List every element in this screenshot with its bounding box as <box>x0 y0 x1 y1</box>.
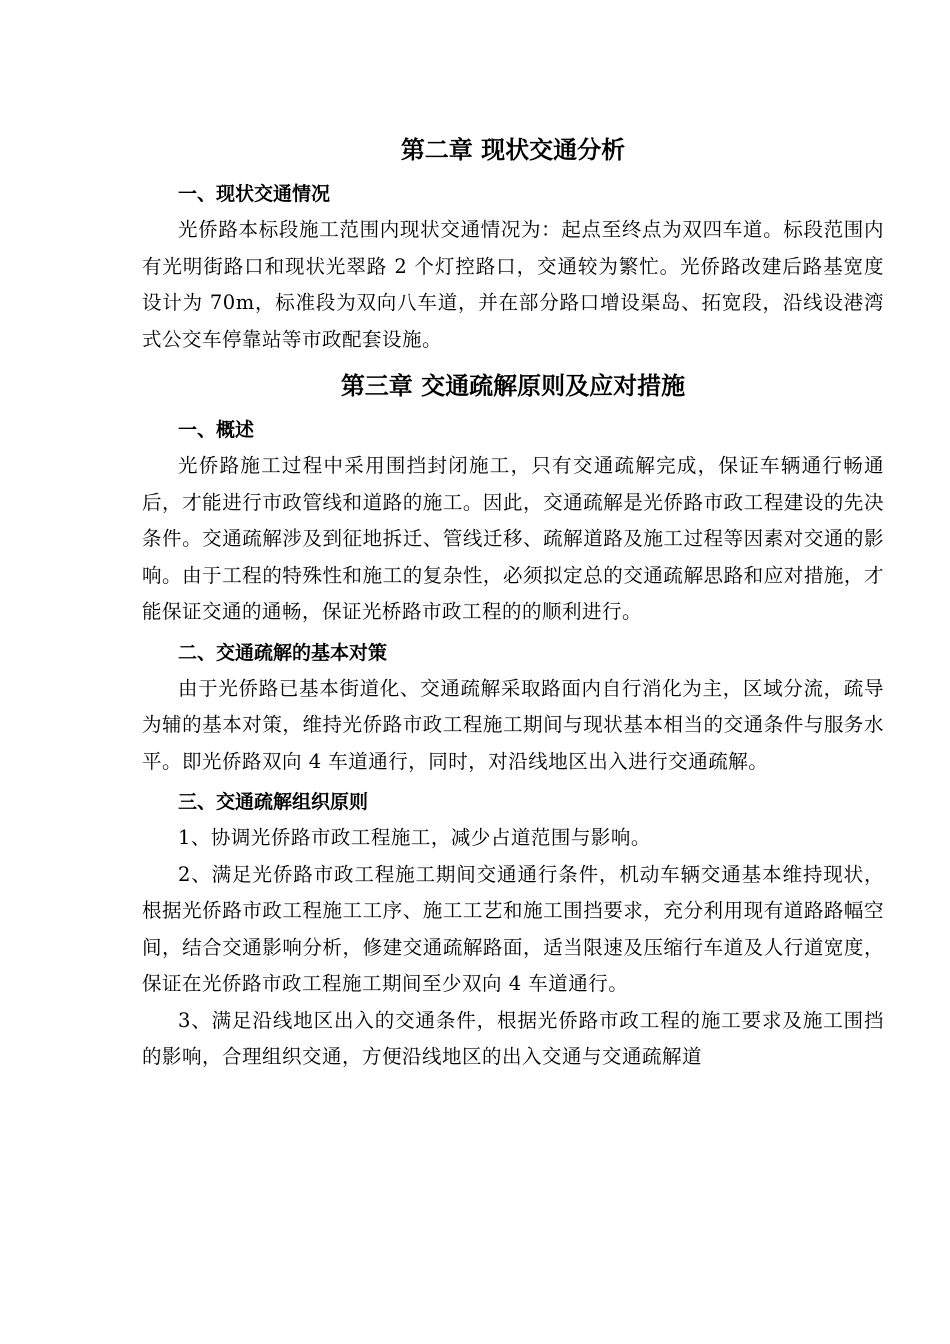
chapter-2-title: 第二章 现状交通分析 <box>400 136 626 164</box>
section-heading-basic-strategy: 二、交通疏解的基本对策 <box>178 641 388 664</box>
paragraph-overview: 光侨路施工过程中采用围挡封闭施工，只有交通疏解完成，保证车辆通行畅通后，才能进行市政管线和道路的施工。因此，交通疏解是光侨路市政工程建设的先决条件。交通疏解涉及到征地拆迁、管线迁移、疏解道路及施工过程等因素对交通的影响。由于工程的特殊性和施工的复杂性，必须拟定总的交通疏解思路和应对措施，才能保证交通的通畅，保证光桥路市政工程的的顺利进行。 <box>142 454 884 623</box>
principle-item-2: 2、满足光侨路市政工程施工期间交通通行条件，机动车辆交通基本维持现状，根据光侨路市政工程施工工序、施工工艺和施工围挡要求，充分利用现有道路路幅空间，结合交通影响分析，修建交通疏解路面，适当限速及压缩行车道及人行道宽度，保证在光侨路市政工程施工期间至少双向 4 车道通行。 <box>142 862 884 995</box>
document-page <box>142 128 884 1076</box>
section-heading-organization-principles: 三、交通疏解组织原则 <box>178 791 369 813</box>
section-heading-current-traffic: 一、现状交通情况 <box>178 183 331 205</box>
section-heading-overview: 一、概述 <box>178 419 255 441</box>
principle-item-1: 1、协调光侨路市政工程施工，减少占道范围与影响。 <box>178 826 651 849</box>
chapter-3-title: 第三章 交通疏解原则及应对措施 <box>340 372 686 400</box>
paragraph-basic-strategy: 由于光侨路已基本街道化、交通疏解采取路面内自行消化为主，区域分流，疏导为辅的基本对策，维持光侨路市政工程施工期间与现状基本相当的交通条件与服务水平。即光侨路双向 4 车道通行，同时，对沿线地区出入进行交通疏解。 <box>142 676 884 773</box>
principle-item-3: 3、满足沿线地区出入的交通条件，根据光侨路市政工程的施工要求及施工围挡的影响，合理组织交通，方便沿线地区的出入交通与交通疏解道 <box>142 1008 884 1068</box>
paragraph-current-traffic: 光侨路本标段施工范围内现状交通情况为：起点至终点为双四车道。标段范围内有光明街路口和现状光翠路 2 个灯控路口，交通较为繁忙。光侨路改建后路基宽度设计为 70m，标准段为双向八车道，并在部分路口增设渠岛、拓宽段，沿线设港湾式公交车停靠站等市政配套设施。 <box>142 218 884 351</box>
